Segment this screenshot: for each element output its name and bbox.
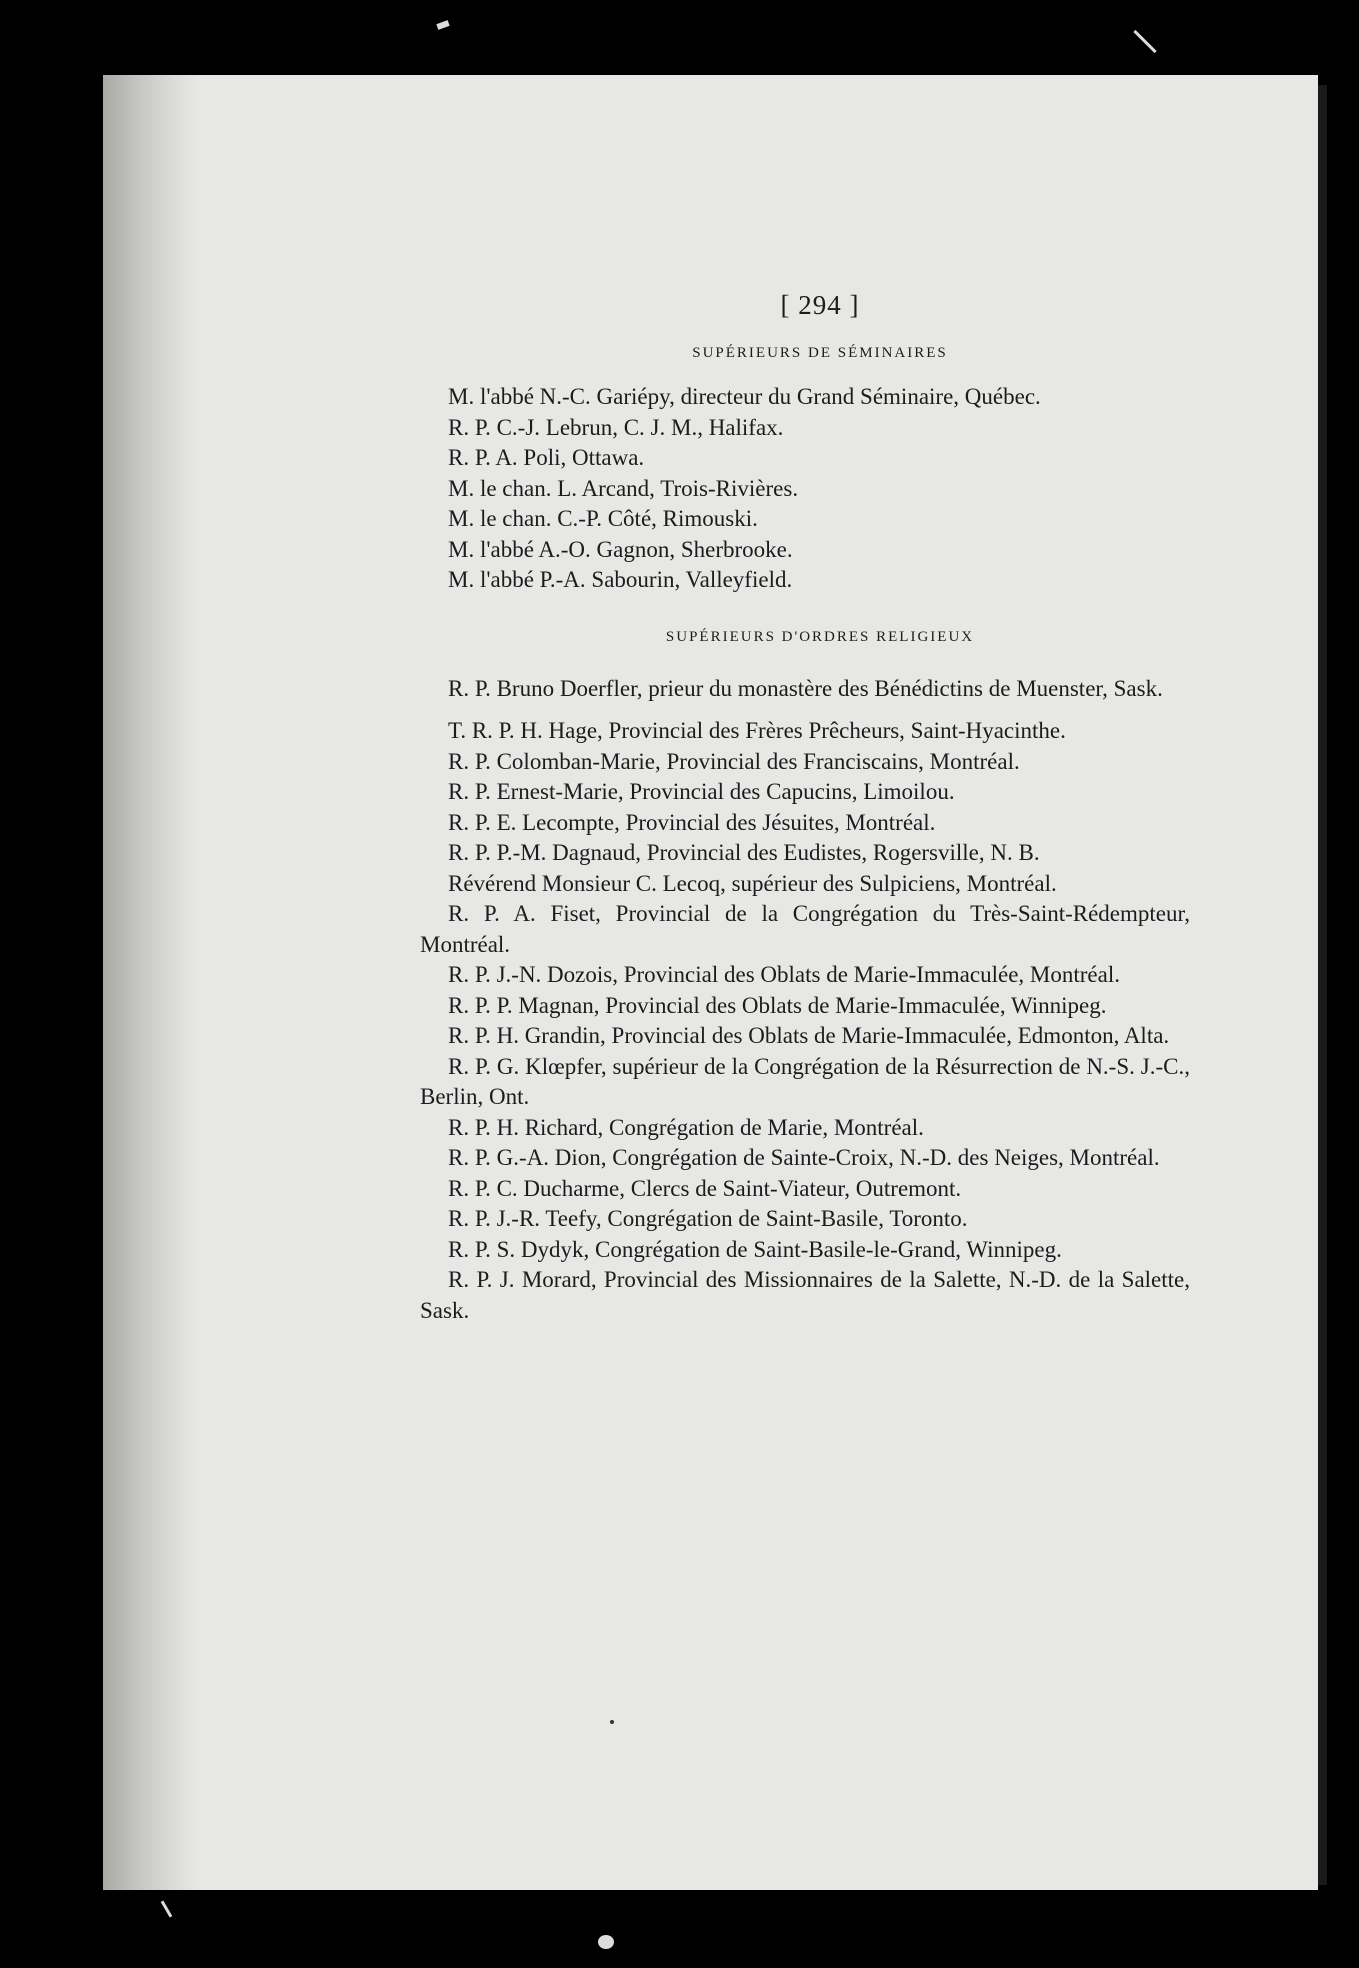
list-item: R. P. Colomban-Marie, Provincial des Franciscains, Montréal. (448, 748, 1020, 774)
list-item: M. l'abbé A.-O. Gagnon, Sherbrooke. (448, 536, 793, 562)
list-item: M. le chan. C.-P. Côté, Rimouski. (448, 506, 758, 531)
list-item: R. P. S. Dydyk, Congrégation de Saint-Basile-le-Grand, Winnipeg. (448, 1236, 1062, 1262)
list-item: R. P. P. Magnan, Provincial des Oblats de Marie-Immaculée, Winnipeg. (448, 992, 1107, 1018)
scan-speck (161, 1900, 173, 1917)
page-number: [ 294 ] (780, 290, 860, 320)
stray-dot (610, 1720, 614, 1724)
page-content (420, 290, 1190, 1326)
list-item: M. l'abbé P.-A. Sabourin, Valleyfield. (448, 567, 793, 592)
list-item: T. R. P. H. Hage, Provincial des Frères Prêcheurs, Saint-Hyacinthe. (448, 718, 1066, 743)
list-item: R. P. A. Fiset, Provincial de la Congrégation du Très-Saint-Rédempteur, Montréal. (420, 901, 1190, 957)
scan-speck (436, 20, 449, 30)
list-item: R. P. G.-A. Dion, Congrégation de Sainte-Croix, N.-D. des Neiges, Montréal. (448, 1145, 1160, 1170)
list-item: R. P. J. Morard, Provincial des Missionnaires de la Salette, N.-D. de la Salette, Sask. (420, 1267, 1190, 1323)
ordres-list (420, 674, 1190, 1327)
page-gutter-shadow (103, 75, 198, 1890)
scan-speck (1133, 30, 1156, 53)
section-heading-ordres: SUPÉRIEURS D'ORDRES RELIGIEUX (665, 628, 975, 645)
list-item: M. le chan. L. Arcand, Trois-Rivières. (448, 475, 799, 501)
list-item: R. P. G. Klœpfer, supérieur de la Congrégation de la Résurrection de N.-S. J.-C., Berlin, Ont. (420, 1053, 1190, 1109)
list-item: Révérend Monsieur C. Lecoq, supérieur des Sulpiciens, Montréal. (448, 870, 1057, 896)
section-heading-seminaires: SUPÉRIEURS DE SÉMINAIRES (692, 345, 948, 361)
list-item: R. P. J.-N. Dozois, Provincial des Oblats de Marie-Immaculée, Montréal. (448, 962, 1120, 987)
list-item: R. P. J.-R. Teefy, Congrégation de Saint-Basile, Toronto. (448, 1206, 968, 1231)
list-item: M. l'abbé N.-C. Gariépy, directeur du Grand Séminaire, Québec. (448, 384, 1041, 409)
scan-speck (598, 1935, 614, 1949)
list-item: R. P. P.-M. Dagnaud, Provincial des Eudistes, Rogersville, N. B. (448, 840, 1040, 865)
list-item: R. P. E. Lecompte, Provincial des Jésuites, Montréal. (448, 809, 936, 835)
list-item: R. P. Bruno Doerfler, prieur du monastère des Bénédictins de Muenster, Sask. (448, 675, 1163, 701)
list-item: R. P. Ernest-Marie, Provincial des Capucins, Limoilou. (448, 779, 955, 804)
list-item: R. P. C. Ducharme, Clercs de Saint-Viateur, Outremont. (448, 1175, 962, 1201)
list-item: R. P. H. Grandin, Provincial des Oblats de Marie-Immaculée, Edmonton, Alta. (448, 1023, 1170, 1048)
seminaires-list (420, 382, 1190, 596)
list-item: R. P. A. Poli, Ottawa. (448, 445, 645, 470)
page-edge-band (1318, 85, 1327, 1885)
list-item: R. P. H. Richard, Congrégation de Marie, Montréal. (448, 1114, 924, 1140)
list-item: R. P. C.-J. Lebrun, C. J. M., Halifax. (448, 414, 784, 440)
